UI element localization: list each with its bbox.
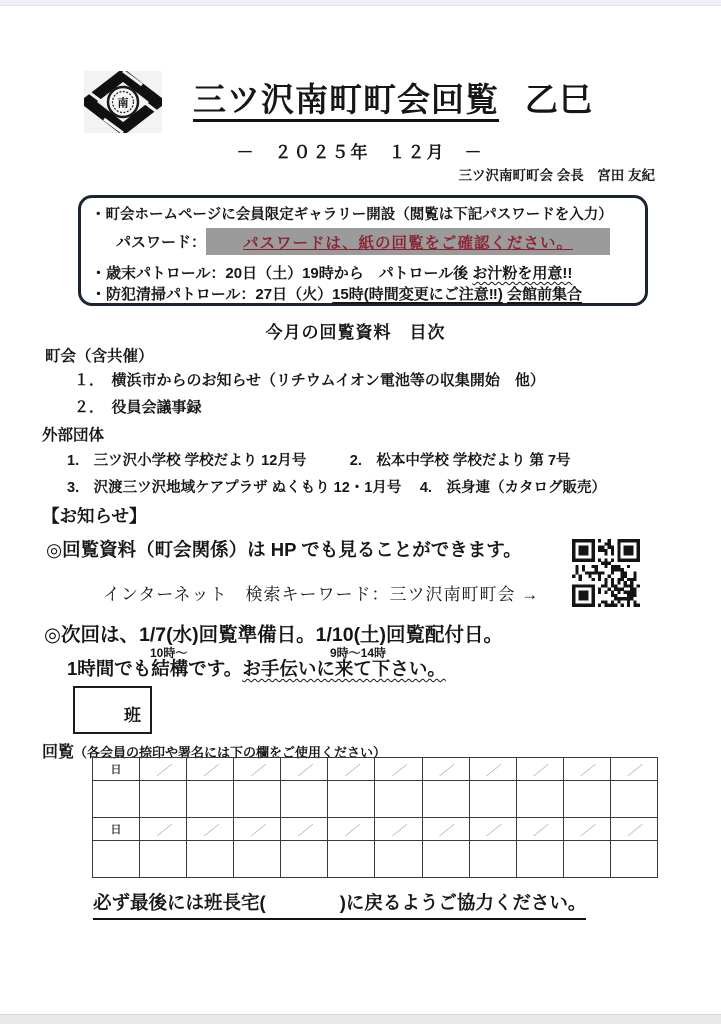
date-slash-cell: ／	[422, 818, 469, 841]
date-slash-cell: ／	[375, 758, 422, 781]
toc-item: 3. 沢渡三ツ沢地域ケアプラザ ぬくもり 12・1月号 4. 浜身連（カタログ販売）	[67, 480, 606, 496]
signature-cell	[281, 841, 328, 878]
date-slash-cell: ／	[469, 818, 516, 841]
kairan-label: 回覧	[42, 744, 75, 761]
signature-cell	[516, 781, 563, 818]
emblem-kanji: 南	[117, 97, 129, 110]
day-header-cell: 日	[93, 818, 140, 841]
signature-cell	[140, 781, 187, 818]
crimeprev-time-emphasis: 15時(時間変更にご注意‼)	[332, 286, 503, 303]
crimeprev-place-emphasis: 会館前集合	[507, 286, 583, 303]
qr-code	[569, 536, 643, 610]
page-title-main: 三ツ沢南町町会回覧	[193, 81, 499, 122]
signature-cell	[328, 841, 375, 878]
signature-cell	[563, 781, 610, 818]
kairan-table	[92, 757, 658, 878]
next-schedule-note: ◎次回は、1/7(水)回覧準備日。1/10(土)回覧配付日。	[44, 624, 504, 646]
help-request-emphasis: お手伝いに来て下さい。	[242, 658, 446, 679]
signature-cell	[610, 781, 657, 818]
yearend-patrol-notice	[91, 262, 572, 283]
signature-cell	[93, 841, 140, 878]
qr-code-svg	[569, 536, 643, 610]
toc-item: １． 横浜市からのお知らせ（リチウムイオン電池等の収集開始 他）	[74, 372, 545, 389]
date-slash-cell: ／	[563, 758, 610, 781]
toc-group-external: 外部団体	[42, 427, 105, 444]
town-emblem-icon	[84, 71, 162, 133]
date-slash-cell: ／	[328, 818, 375, 841]
help-request-head: 1時間でも結構です。	[67, 658, 243, 679]
han-number-box	[73, 686, 152, 734]
date-slash-cell: ／	[516, 758, 563, 781]
signature-cell	[93, 781, 140, 818]
date-slash-cell: ／	[281, 758, 328, 781]
date-slash-cell: ／	[328, 758, 375, 781]
signature-cell	[140, 841, 187, 878]
hp-availability-note: ◎回覧資料（町会関係）は HP でも見ることができます。	[46, 539, 522, 560]
date-slash-cell: ／	[375, 818, 422, 841]
date-slash-cell: ／	[187, 758, 234, 781]
yearend-patrol-text: ・歳末パトロール：20日（土）19時から パトロール後	[91, 265, 473, 282]
han-label: 班	[124, 706, 141, 725]
chairman-name: 三ツ沢南町町会 会長 宮田 友紀	[458, 168, 655, 183]
help-request-note	[67, 655, 446, 681]
footer-pre: 必ず最後には班長宅(	[93, 892, 266, 913]
signature-cell	[375, 841, 422, 878]
signature-cell	[234, 841, 281, 878]
signature-cell	[422, 841, 469, 878]
date-slash-cell: ／	[234, 818, 281, 841]
page-title-era: 乙巳	[525, 81, 593, 118]
date-slash-cell: ／	[281, 818, 328, 841]
date-slash-cell: ／	[187, 818, 234, 841]
signature-cell	[187, 781, 234, 818]
signature-cell	[563, 841, 610, 878]
password-label: パスワード：	[116, 234, 207, 251]
issue-date: － ２０２５年 １２月 －	[236, 143, 484, 162]
date-slash-cell: ／	[422, 758, 469, 781]
date-slash-cell: ／	[563, 818, 610, 841]
gallery-notice: ・町会ホームページに会員限定ギャラリー開設（閲覧は下記パスワードを入力）	[91, 207, 613, 223]
crimeprev-patrol-text: ・防犯清掃パトロール：27日（火）	[91, 286, 333, 303]
signature-cell	[375, 781, 422, 818]
kairan-note: （各会員の捺印や署名には下の欄をご使用ください）	[74, 745, 387, 760]
date-slash-cell: ／	[610, 818, 657, 841]
signature-cell	[187, 841, 234, 878]
toc-group-chokai: 町会（含共催）	[45, 348, 154, 365]
date-slash-cell: ／	[610, 758, 657, 781]
toc-item: 1. 三ツ沢小学校 学校だより 12月号 2. 松本中学校 学校だより 第 7号	[67, 453, 571, 469]
signature-cell	[469, 781, 516, 818]
scan-edge-bottom	[0, 1014, 721, 1024]
return-to-leader-note	[93, 889, 586, 920]
signature-cell	[234, 781, 281, 818]
signature-cell	[610, 841, 657, 878]
toc-heading: 今月の回覧資料 目次	[265, 323, 446, 342]
day-header-cell: 日	[93, 758, 140, 781]
signature-cell	[328, 781, 375, 818]
yearend-patrol-emphasis: お汁粉を用意!!	[472, 265, 573, 282]
page-title	[193, 74, 593, 121]
signature-cell	[281, 781, 328, 818]
password-note: パスワードは、紙の回覧をご確認ください。	[242, 234, 573, 252]
date-slash-cell: ／	[516, 818, 563, 841]
toc-item: ２． 役員会議事録	[74, 399, 202, 416]
dist-time-note: 9時～14時	[330, 646, 387, 660]
footer-post: )に戻るようご協力ください。	[339, 892, 587, 913]
date-slash-cell: ／	[469, 758, 516, 781]
signature-cell	[422, 781, 469, 818]
scan-edge-top	[0, 0, 721, 6]
date-slash-cell: ／	[140, 758, 187, 781]
password-redacted-box	[206, 228, 610, 255]
crimeprev-patrol-notice	[91, 283, 582, 304]
announcements-heading: 【お知らせ】	[42, 506, 147, 526]
prep-time-note: 10時～	[150, 646, 188, 660]
signature-cell	[469, 841, 516, 878]
signature-cell	[516, 841, 563, 878]
date-slash-cell: ／	[140, 818, 187, 841]
search-keyword-note: インターネット 検索キーワード：三ツ沢南町町会 →	[103, 585, 540, 604]
date-slash-cell: ／	[234, 758, 281, 781]
footer-blank-space	[266, 892, 340, 913]
